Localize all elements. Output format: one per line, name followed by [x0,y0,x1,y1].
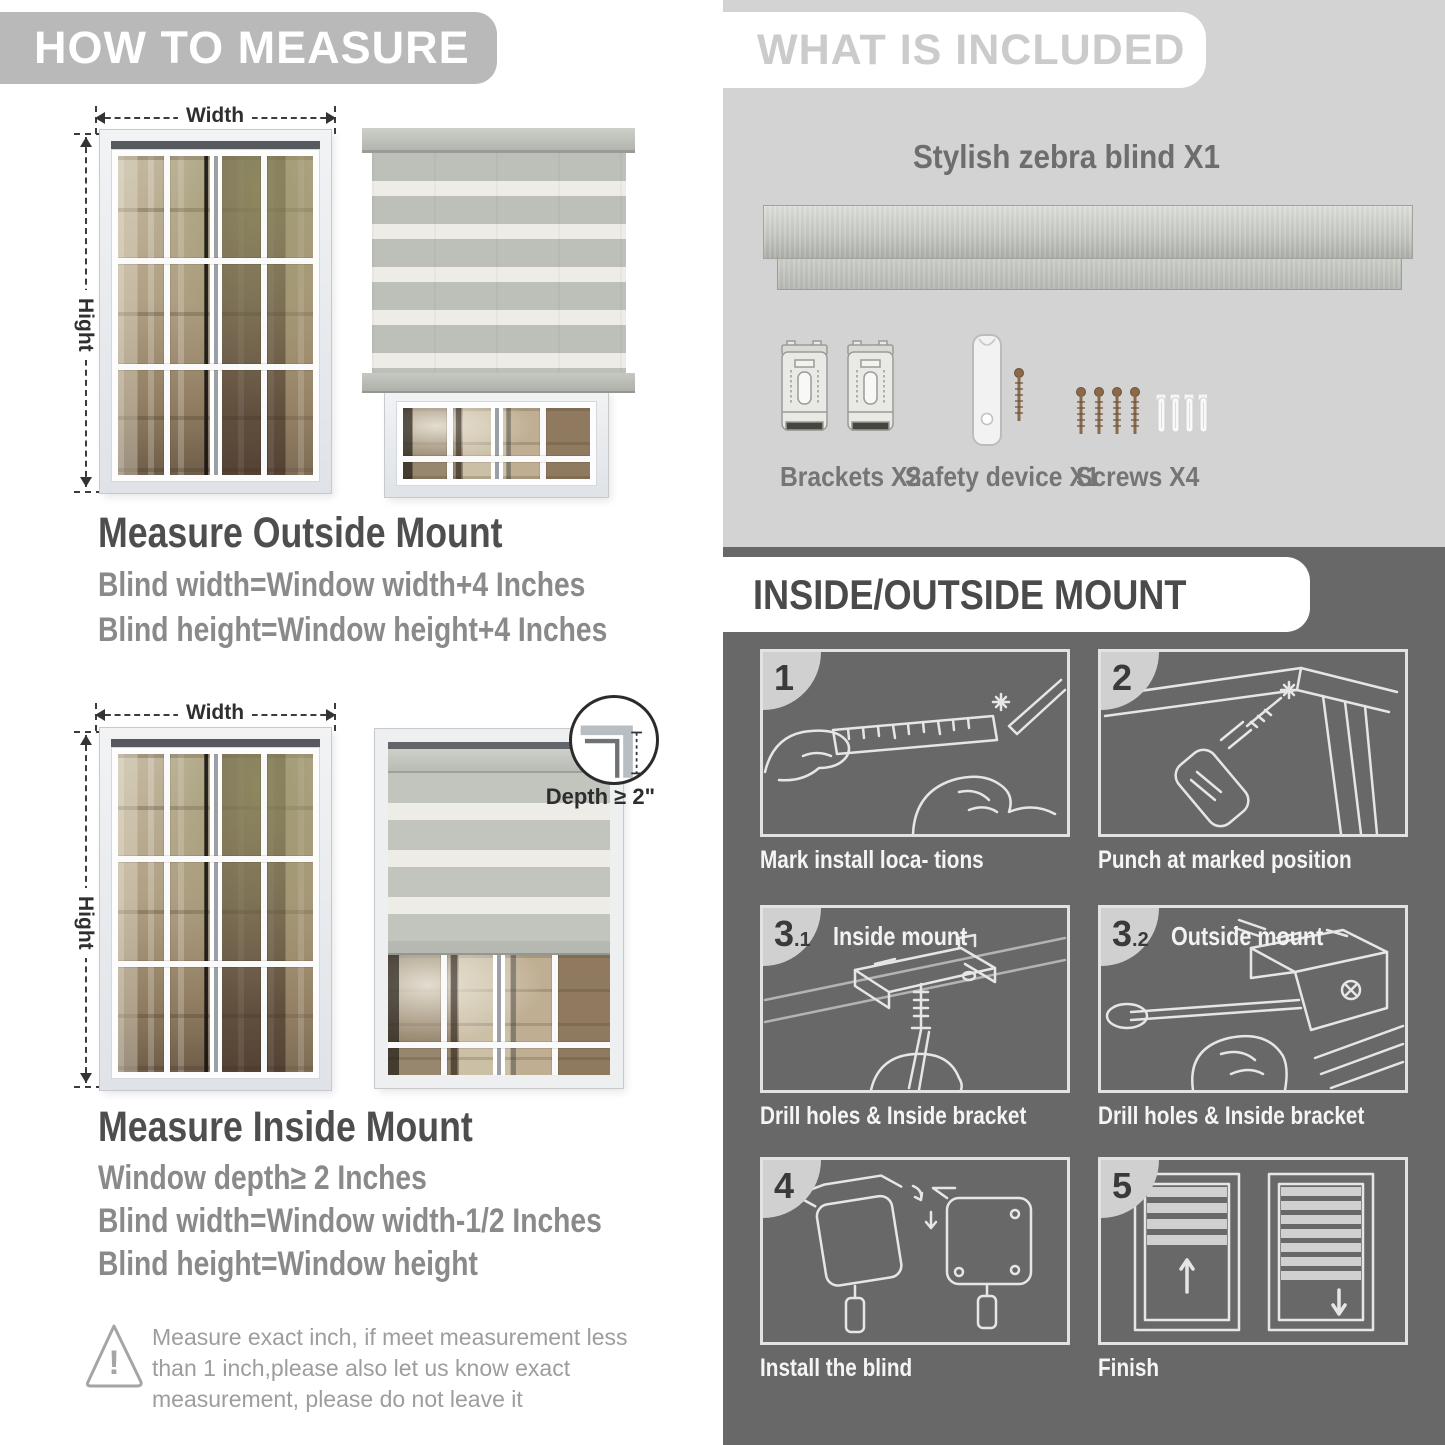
arrowhead-right-icon [326,709,336,721]
inside-mount-heading: Measure Inside Mount [98,1103,473,1151]
window-mullion [261,156,267,475]
blind-zebra-stripes [372,153,626,373]
inside-mount-rule-2: Blind width=Window width-1/2 Inches [98,1202,602,1240]
height-tick-bottom [74,1086,102,1088]
height-tick-top [74,133,102,135]
height-tick-top [74,731,102,733]
window-mullion [164,156,170,475]
step-3-1-title: Inside mount [833,921,968,951]
window-illustration-inside [100,728,331,1090]
blind-bottom-rail [362,373,635,393]
window-mullion [447,408,453,479]
window-center-divider [210,156,222,475]
window-center-divider [210,754,222,1072]
step-1 [760,649,1070,875]
zebra-blind-outside-illustration [362,128,635,393]
window-mullion [118,364,313,370]
height-label: Hight [73,888,97,958]
svg-text:!: ! [108,1344,120,1382]
window-mullion [552,955,558,1075]
outside-mount-rule-1: Blind width=Window width+4 Inches [98,566,586,604]
mount-header: INSIDE/OUTSIDE MOUNT [723,557,1310,632]
window-mullion [118,258,313,264]
step-2-panel [1098,649,1408,837]
step-5-caption: Finish [1098,1354,1160,1382]
step-3-2-title: Outside mount [1171,921,1324,951]
step-3-2-caption: Drill holes & Inside bracket [1098,1102,1365,1130]
window-center-divider [491,408,503,479]
step-3-2-panel [1098,905,1408,1093]
note-line: Measure exact inch, if meet measurement less [152,1324,628,1350]
window-sash [111,747,320,1079]
step-1-badge: 1 [763,652,821,710]
window-behind-blind [385,390,608,497]
step-2-badge: 2 [1101,652,1159,710]
window-mullion [118,856,313,862]
height-label: Hight [73,290,97,360]
screw-icon [1075,386,1207,442]
window-photo [118,754,313,1072]
note-line: measurement, please do not leave it [152,1386,523,1412]
step-4-caption: Install the blind [760,1354,913,1382]
zebra-blind-headrail-lip [777,259,1402,290]
step-4-badge: 4 [763,1160,821,1218]
screws-label: Screws X4 [1075,461,1200,492]
step-1-panel [760,649,1070,837]
arrowhead-left-icon [95,709,105,721]
step-2 [1098,649,1408,875]
window-mullion [118,961,313,967]
blind-bottom-rail [388,941,610,955]
how-to-measure-header: HOW TO MEASURE [0,12,497,84]
depth-detail-magnifier [569,695,659,785]
window-mullion [441,955,447,1075]
step-3-1-panel [760,905,1070,1093]
blind-headrail [362,128,635,153]
measure-note [152,1322,628,1415]
bracket-icon [781,340,899,444]
step-1-caption: Mark install loca- tions [760,846,984,874]
arrowhead-left-icon [95,112,105,124]
zebra-blind-inside-illustration [375,729,623,1088]
window-center-divider [493,955,505,1075]
arrowhead-right-icon [326,112,336,124]
step-4 [760,1157,1070,1383]
step-5 [1098,1157,1408,1383]
inside-mount-rule-3: Blind height=Window height [98,1245,478,1283]
window-mullion [164,754,170,1072]
what-is-included-section [723,0,1445,547]
outside-mount-rule-2: Blind height=Window height+4 Inches [98,611,608,649]
window-mullion [540,408,546,479]
step-3-2-badge: 3.2 [1101,908,1159,966]
blind-title: Stylish zebra blind X1 [913,138,1221,175]
what-is-included-header: WHAT IS INCLUDED [723,12,1206,88]
width-label: Width [178,701,252,725]
inside-mount-rule-1: Window depth≥ 2 Inches [98,1159,427,1197]
step-2-caption: Punch at marked position [1098,846,1352,874]
window-photo [388,955,610,1075]
zebra-blind-headrail-image [763,205,1413,259]
window-illustration-outside [100,130,331,493]
arrowhead-down-icon [80,1073,92,1083]
window-track [111,141,320,149]
window-mullion [261,754,267,1072]
arrowhead-up-icon [80,137,92,147]
window-mullion [403,456,590,462]
safety-device-icon [955,333,1035,451]
step-3-1-badge: 3.1 [763,908,821,966]
depth-label: Depth ≥ 2" [545,784,655,809]
window-track [111,739,320,747]
note-line: than 1 inch,please also let us know exact [152,1355,571,1381]
brackets-label: Brackets X2 [779,461,921,492]
outside-mount-heading: Measure Outside Mount [98,509,503,557]
width-label: Width [178,104,252,128]
step-3-1-caption: Drill holes & Inside bracket [760,1102,1027,1130]
height-tick-bottom [74,491,102,493]
window-photo [118,156,313,475]
arrowhead-up-icon [80,735,92,745]
window-mullion [388,1042,610,1048]
mount-steps-section [723,547,1445,1445]
step-5-panel [1098,1157,1408,1345]
safety-device-label: Safety device X1 [905,461,1100,492]
step-3-1 [760,905,1070,1131]
warning-triangle-icon [82,1320,146,1392]
step-4-panel [760,1157,1070,1345]
window-sash [396,401,597,486]
step-5-badge: 5 [1101,1160,1159,1218]
step-3-2 [1098,905,1408,1131]
window-sash [111,149,320,482]
arrowhead-down-icon [80,477,92,487]
window-photo [403,408,590,479]
